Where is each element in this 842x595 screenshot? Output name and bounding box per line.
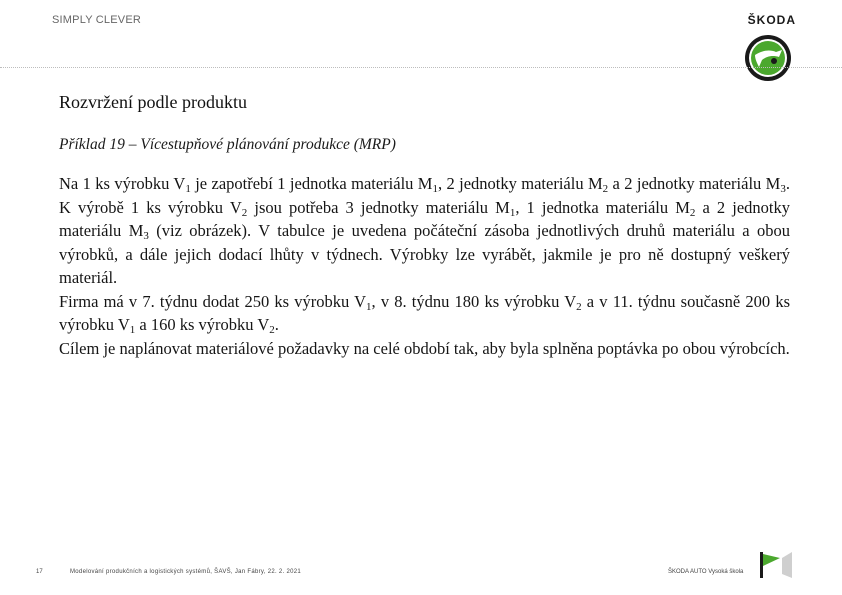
paragraph-2: Firma má v 7. týdnu dodat 250 ks výrobku $V_1$, v 8. týdnu 180 ks výrobku $V_2$ a v 11. týdnu současně 200 ks výrobku $V_1$ a 160 ks výrobku $V_2$. bbox=[59, 291, 790, 336]
header-tagline: SIMPLY CLEVER bbox=[52, 14, 142, 26]
slide-subtitle: Příklad 19 – Vícestupňové plánování produkce (MRP) bbox=[59, 136, 396, 153]
vsb-logo-icon bbox=[758, 550, 794, 580]
paragraph-1: Na 1 ks výrobku $V_1$ je zapotřebí 1 jednotka materiálu $M_1$, 2 jednotky materiálu $M_2$ a 2 jednotky materiálu $M_3$. K výrobě 1 ks výrobku $V_2$ jsou potřeba 3 jednotky materiálu $M_1$, 1 jednotka materiálu $M_2$ a 2 jednotky materiálu $M_3$ (viz obrázek). V tabulce je uvedena počáteční zásoba jednotlivých druhů materiálu a obou výrobků, a dále jejich dodací lhůty v týdnech. Výrobky lze vyrábět, jakmile je pro ně dostupný veškerý materiál. bbox=[59, 174, 790, 287]
body-text bbox=[59, 172, 790, 360]
header-divider bbox=[0, 67, 842, 68]
footer-institution: ŠKODA AUTO Vysoká škola bbox=[668, 569, 744, 575]
skoda-logo-icon bbox=[743, 33, 793, 83]
paragraph-3: Cílem je naplánovat materiálové požadavky na celé období tak, aby byla splněna poptávka po obou výrobcích. bbox=[59, 338, 790, 358]
brand-wordmark: ŠKODA bbox=[747, 13, 796, 27]
page-number: 17 bbox=[36, 569, 43, 575]
footer-source: Modelování produkčních a logistických systémů, ŠAVŠ, Jan Fábry, 22. 2. 2021 bbox=[70, 569, 302, 575]
slide-title: Rozvržení podle produktu bbox=[59, 92, 247, 112]
